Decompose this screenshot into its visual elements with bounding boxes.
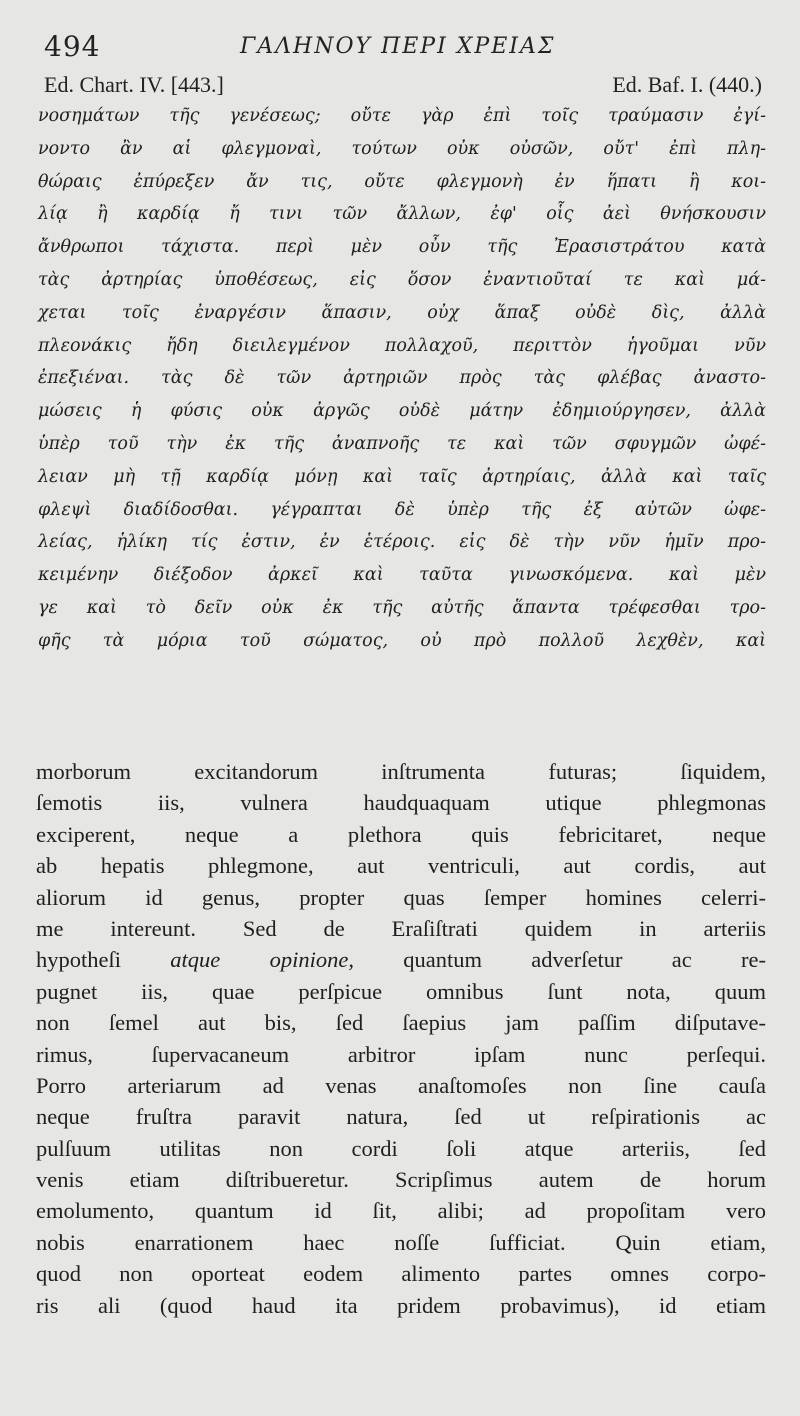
greek-line: μώσεις ἡ φύσις οὐκ ἀργῶς οὐδὲ μάτην ἐδημιούργησεν, ἀλλὰ [38, 401, 766, 422]
greek-line: πλεονάκις ἤδη διειλεγμένον πολλαχοῦ, περιττὸν ἡγοῦμαι νῦν [38, 335, 766, 356]
latin-line: me intereunt. Sed de Eraſiſtrati quidem in arteriis [36, 915, 766, 941]
latin-line: ab hepatis phlegmone, aut ventriculi, aut cordis, aut [36, 853, 766, 879]
edition-reference-left: Ed. Chart. IV. [443.] [44, 72, 224, 97]
greek-line: ἄνθρωποι τάχιστα. περὶ μὲν οὖν τῆς Ἐρασιστράτου κατὰ [38, 237, 766, 258]
latin-line: pulſuum utilitas non cordi ſoli atque arteriis, ſed [36, 1135, 766, 1161]
latin-line: emolumento, quantum id ſit, alibi; ad propoſitam vero [36, 1198, 766, 1224]
greek-line: φῆς τὰ μόρια τοῦ σώματος, οὐ πρὸ πολλοῦ λεχθὲν, καὶ [38, 630, 766, 651]
italic-phrase: atque opinione, [170, 947, 354, 973]
greek-line: κειμένην διέξοδον ἀρκεῖ καὶ ταῦτα γινωσκόμενα. καὶ μὲν [38, 565, 766, 586]
latin-line: morborum excitandorum inſtrumenta futuras; ſiquidem, [36, 759, 766, 784]
latin-line: pugnet iis, quae perſpicue omnibus ſunt nota, quum [36, 978, 766, 1004]
greek-line: ὑπὲρ τοῦ τὴν ἐκ τῆς ἀναπνοῆς τε καὶ τῶν σφυγμῶν ὠφέ- [38, 433, 766, 454]
latin-line: non ſemel aut bis, ſed ſaepius jam paſſim diſputave- [36, 1010, 766, 1036]
greek-line: τὰς ἀρτηρίας ὑποθέσεως, εἰς ὅσον ἐναντιοῦταί τε καὶ μά- [38, 269, 766, 290]
greek-line: φλεψὶ διαδίδοσθαι. γέγραπται δὲ ὑπὲρ τῆς ἐξ αὐτῶν ὠφε- [38, 499, 766, 520]
latin-line: exciperent, neque a plethora quis febricitaret, neque [36, 821, 766, 847]
latin-line: aliorum id genus, propter quas ſemper homines celerri- [36, 884, 766, 910]
latin-text-block [36, 756, 766, 1321]
page-number: 494 [44, 30, 101, 63]
greek-line: γε καὶ τὸ δεῖν οὐκ ἐκ τῆς αὐτῆς ἅπαντα τρέφεσθαι τρο- [38, 597, 766, 618]
latin-line: ris ali (quod haud ita pridem probavimus), id etiam [36, 1292, 766, 1318]
running-title: ΓΑΛΗΝΟΥ ΠΕΡΙ ΧΡΕΙΑΣ [240, 34, 556, 59]
greek-line: νοσημάτων τῆς γενέσεως; οὔτε γὰρ ἐπὶ τοῖς τραύμασιν ἐγί- [38, 106, 766, 126]
latin-line: ſemotis iis, vulnera haudquaquam utique phlegmonas [36, 790, 766, 816]
greek-line: λειαν μὴ τῇ καρδίᾳ μόνῃ καὶ ταῖς ἀρτηρίαις, ἀλλὰ καὶ ταῖς [38, 466, 766, 487]
edition-reference-right: Ed. Baf. I. (440.) [612, 72, 762, 97]
latin-line: venis etiam diſtribueretur. Scripſimus autem de horum [36, 1167, 766, 1193]
greek-line: λείας, ἡλίκη τίς ἐστιν, ἐν ἑτέροις. εἰς δὲ τὴν νῦν ἡμῖν προ- [38, 532, 766, 553]
latin-line: nobis enarrationem haec noſſe ſufficiat. Quin etiam, [36, 1229, 766, 1255]
greek-line: θώραις ἐπύρεξεν ἄν τις, οὔτε φλεγμονὴ ἐν ἥπατι ἢ κοι- [38, 171, 766, 192]
greek-text-block [38, 100, 766, 658]
greek-line: ἐπεξιέναι. τὰς δὲ τῶν ἀρτηριῶν πρὸς τὰς φλέβας ἀναστο- [38, 368, 766, 389]
greek-line: λίᾳ ἢ καρδίᾳ ἤ τινι τῶν ἄλλων, ἐφ' οἷς ἀεὶ θνήσκουσιν [38, 204, 766, 225]
greek-line: νοντο ἂν αἱ φλεγμοναὶ, τούτων οὐκ οὐσῶν, οὔτ' ἐπὶ πλη- [38, 138, 766, 159]
latin-line: hypotheſi atque opinione, quantum adverſetur ac re- [36, 947, 767, 973]
greek-line: χεται τοῖς ἐναργέσιν ἅπασιν, οὐχ ἅπαξ οὐδὲ δὶς, ἀλλὰ [38, 302, 766, 323]
latin-line: Porro arteriarum ad venas anaſtomoſes non ſine cauſa [36, 1072, 766, 1098]
latin-line: quod non oporteat eodem alimento partes omnes corpo- [36, 1261, 766, 1287]
latin-line: rimus, ſupervacaneum arbitror ipſam nunc perſequi. [36, 1041, 766, 1067]
latin-line: neque fruſtra paravit natura, ſed ut reſpirationis ac [36, 1104, 766, 1130]
